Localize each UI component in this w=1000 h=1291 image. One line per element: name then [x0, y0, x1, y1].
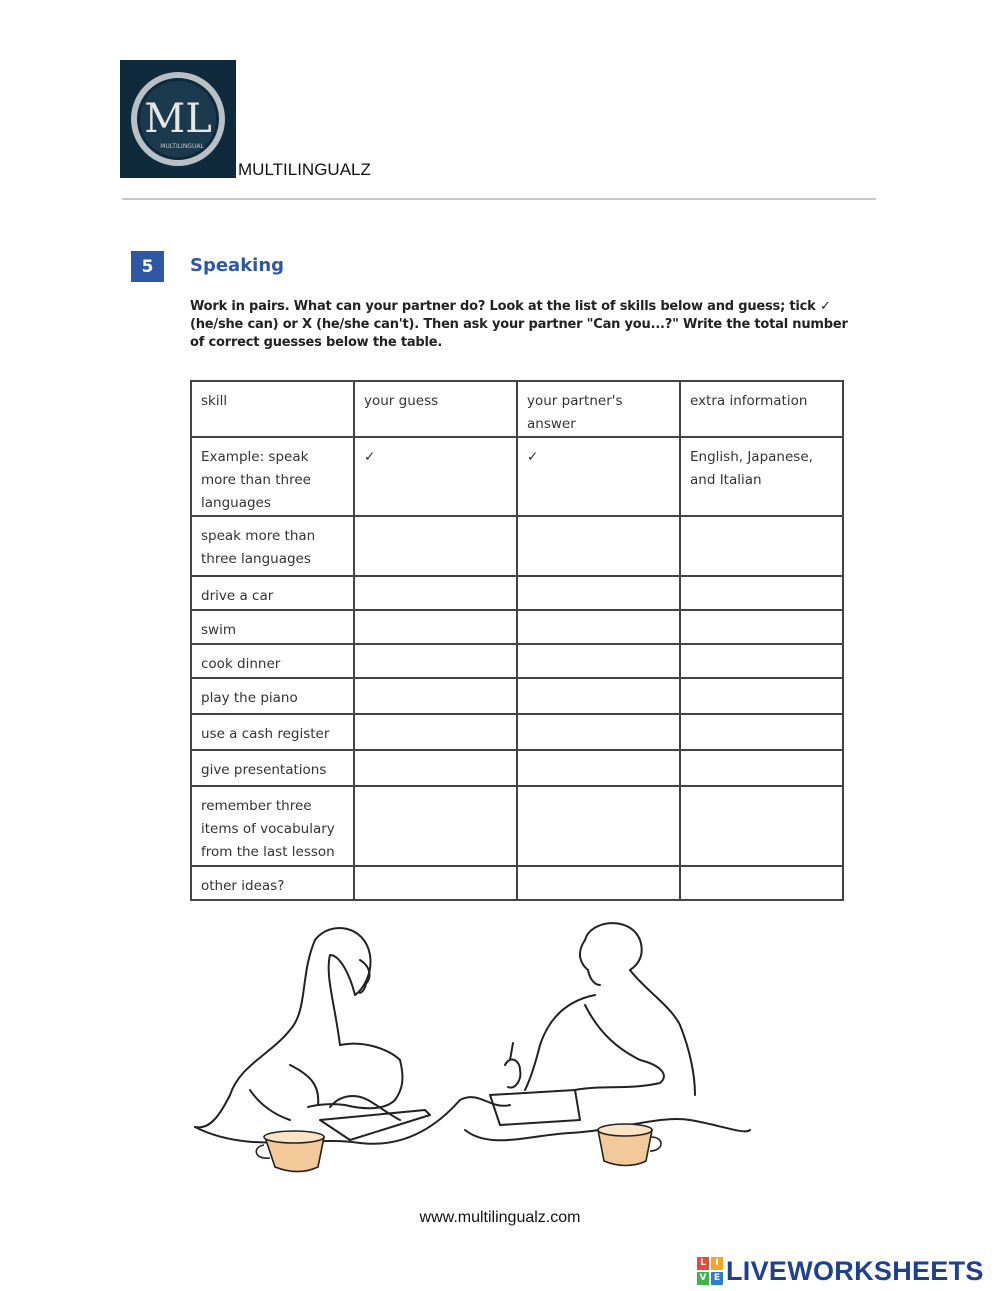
brand-name: MULTILINGUALZ [238, 160, 371, 179]
guess-cell[interactable] [354, 678, 517, 714]
partner-answer-cell[interactable] [517, 576, 680, 610]
guess-cell[interactable] [354, 750, 517, 786]
partner-answer-cell[interactable] [517, 644, 680, 678]
man-hair [585, 923, 642, 970]
table-row [191, 610, 843, 644]
woman-torso-lines [250, 1065, 318, 1120]
skill-cell: swim [191, 610, 354, 644]
skills-table [190, 380, 844, 901]
partner-answer-cell[interactable] [517, 678, 680, 714]
table-row [191, 576, 843, 610]
guess-cell[interactable] [354, 714, 517, 750]
extra-information-cell[interactable] [680, 576, 843, 610]
extra-information-cell[interactable] [680, 786, 843, 866]
skill-cell: speak more than three languages [191, 516, 354, 576]
woman-body [195, 940, 315, 1127]
skill-cell: give presentations [191, 750, 354, 786]
man-shoulder [630, 970, 695, 1095]
guess-cell[interactable] [354, 576, 517, 610]
skill-cell: use a cash register [191, 714, 354, 750]
extra-information-cell[interactable] [680, 678, 843, 714]
header-extra-information: extra information [680, 381, 843, 437]
table-line [195, 1097, 510, 1144]
logo-graphic [120, 60, 236, 178]
skill-cell: other ideas? [191, 866, 354, 900]
example-guess-tick: ✓ [354, 437, 517, 516]
section-title: Speaking [190, 255, 285, 276]
two-people-drawing [190, 915, 755, 1180]
skill-cell: cook dinner [191, 644, 354, 678]
header-your-guess: your guess [354, 381, 517, 437]
header-divider [122, 198, 876, 200]
guess-cell[interactable] [354, 786, 517, 866]
partner-answer-cell[interactable] [517, 516, 680, 576]
table-row [191, 750, 843, 786]
partner-answer-cell[interactable] [517, 750, 680, 786]
extra-information-cell[interactable] [680, 610, 843, 644]
table-row [191, 516, 843, 576]
extra-information-cell[interactable] [680, 644, 843, 678]
footer-url[interactable]: www.multilingualz.com [419, 1209, 581, 1226]
table-row [191, 678, 843, 714]
table-row [191, 714, 843, 750]
partner-answer-cell[interactable] [517, 714, 680, 750]
extra-information-cell[interactable] [680, 516, 843, 576]
man-body [525, 995, 595, 1090]
cup-left [256, 1131, 324, 1172]
logo-initials: ML [144, 96, 212, 142]
extra-information-cell[interactable] [680, 714, 843, 750]
guess-cell[interactable] [354, 644, 517, 678]
guess-cell[interactable] [354, 516, 517, 576]
example-row [191, 437, 843, 516]
guess-cell[interactable] [354, 610, 517, 644]
example-extra: English, Japanese, and Italian [680, 437, 843, 516]
partner-answer-cell[interactable] [517, 786, 680, 866]
man-face [580, 940, 600, 985]
skill-cell: remember three items of vocabulary from the last lesson [191, 786, 354, 866]
cup-right [598, 1124, 661, 1166]
table-row [191, 644, 843, 678]
extra-information-cell[interactable] [680, 750, 843, 786]
logo-caption: MULTILINGUAL [160, 143, 204, 150]
header-partner-answer: your partner's answer [517, 381, 680, 437]
partner-answer-cell[interactable] [517, 610, 680, 644]
skill-cell: play the piano [191, 678, 354, 714]
guess-cell[interactable] [354, 866, 517, 900]
section-number: 5 [131, 251, 164, 282]
example-answer-tick: ✓ [517, 437, 680, 516]
table-row [191, 786, 843, 866]
instructions: Work in pairs. What can your partner do? Look at the list of skills below and guess; tick ✓ (he/she can) or X (he/she can't). Then ask your partner "Can you...?" Write the total number of correct guesses below the table. [190, 299, 848, 350]
example-skill: Example: speak more than three languages [191, 437, 354, 516]
woman-arm [308, 1044, 402, 1109]
logo [120, 60, 236, 178]
table-row [191, 866, 843, 900]
partner-answer-cell[interactable] [517, 866, 680, 900]
liveworksheets-logo [697, 1255, 984, 1287]
liveworksheets-text: LIVEWORKSHEETS [726, 1255, 984, 1286]
man-hand-pen [505, 1043, 520, 1088]
extra-information-cell[interactable] [680, 866, 843, 900]
header-skill: skill [191, 381, 354, 437]
woman-hair [315, 928, 371, 1045]
man-arm [575, 1005, 664, 1090]
man-notebook [490, 1090, 580, 1125]
table-header-row [191, 381, 843, 437]
liveworksheets-logo-blocks: L I V E [697, 1257, 723, 1285]
skill-cell: drive a car [191, 576, 354, 610]
